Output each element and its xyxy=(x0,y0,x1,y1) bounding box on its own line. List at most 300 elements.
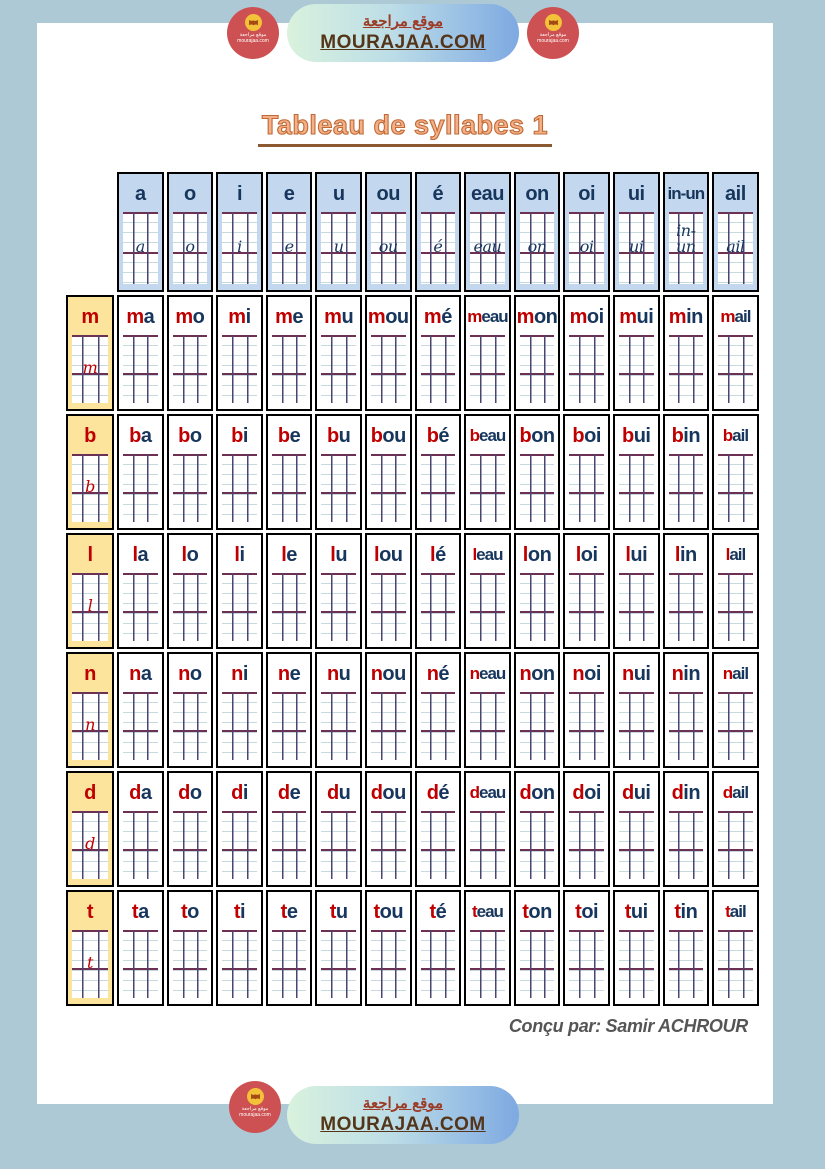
site-arabic-label: موقع مراجعة xyxy=(362,1095,444,1112)
writing-lines xyxy=(272,454,307,522)
syllable-label: bé xyxy=(426,425,450,447)
syllable-cell xyxy=(216,771,263,887)
syllable-label: mon xyxy=(516,306,558,328)
writing-lines xyxy=(669,930,704,998)
syllable-cell xyxy=(415,533,462,649)
syllable-label: be xyxy=(277,425,301,447)
cursive-letter: m xyxy=(82,357,98,377)
writing-lines xyxy=(371,454,406,522)
print-letter: ou xyxy=(376,183,400,205)
print-letter: m xyxy=(81,306,99,328)
column-header-cell xyxy=(514,172,561,292)
writing-lines xyxy=(718,573,753,641)
cursive-letter: o xyxy=(185,237,195,257)
syllable-cell xyxy=(464,890,511,1006)
column-header-cell xyxy=(216,172,263,292)
syllable-label: lin xyxy=(674,544,697,566)
writing-lines xyxy=(173,930,208,998)
syllable-label: do xyxy=(178,782,202,804)
writing-lines xyxy=(421,212,456,284)
syllable-label: ti xyxy=(233,901,246,923)
writing-lines xyxy=(272,692,307,760)
writing-lines xyxy=(222,573,257,641)
writing-lines xyxy=(470,811,505,879)
cursive-letter: d xyxy=(85,833,95,853)
column-header-cell xyxy=(613,172,660,292)
writing-lines xyxy=(321,573,356,641)
syllable-cell xyxy=(266,652,313,768)
writing-lines xyxy=(669,692,704,760)
print-letter: eau xyxy=(470,183,504,205)
syllable-label: teau xyxy=(471,902,503,921)
syllable-cell xyxy=(712,890,759,1006)
writing-lines xyxy=(718,454,753,522)
syllable-label: nin xyxy=(671,663,701,685)
syllable-cell xyxy=(117,890,164,1006)
syllable-cell xyxy=(415,771,462,887)
writing-lines xyxy=(421,811,456,879)
syllable-cell xyxy=(415,414,462,530)
writing-lines xyxy=(272,573,307,641)
column-header-cell xyxy=(712,172,759,292)
syllable-label: tu xyxy=(329,901,348,923)
syllable-label: tou xyxy=(373,901,404,923)
writing-lines xyxy=(222,930,257,998)
syllable-label: té xyxy=(429,901,447,923)
syllable-label: beau xyxy=(469,426,506,445)
writing-lines xyxy=(520,573,555,641)
syllable-cell xyxy=(315,771,362,887)
syllable-label: din xyxy=(671,782,701,804)
syllable-cell xyxy=(563,414,610,530)
writing-lines xyxy=(72,573,108,641)
writing-lines xyxy=(470,692,505,760)
page-title: Tableau de syllabes 1 xyxy=(258,110,552,147)
syllable-cell xyxy=(315,533,362,649)
syllable-label: bon xyxy=(519,425,555,447)
cursive-letter: a xyxy=(135,237,145,257)
writing-lines xyxy=(123,573,158,641)
syllable-cell xyxy=(365,533,412,649)
syllable-label: no xyxy=(178,663,202,685)
writing-lines xyxy=(520,212,555,284)
mourajaa-badge xyxy=(527,7,579,59)
table-corner xyxy=(66,172,114,292)
print-letter: on xyxy=(525,183,549,205)
syllable-label: leau xyxy=(472,545,503,564)
syllable-label: dail xyxy=(722,783,749,802)
column-header-cell xyxy=(365,172,412,292)
syllable-label: bo xyxy=(178,425,202,447)
writing-lines xyxy=(72,335,108,403)
cursive-letter: é xyxy=(433,237,443,257)
syllable-cell xyxy=(514,295,561,411)
print-letter: e xyxy=(283,183,295,205)
cursive-letter: i xyxy=(237,237,242,257)
top-banner xyxy=(287,4,519,62)
syllable-cell xyxy=(266,771,313,887)
writing-lines xyxy=(569,811,604,879)
syllable-label: lé xyxy=(430,544,446,566)
print-letter: b xyxy=(84,425,96,447)
syllable-cell xyxy=(167,414,214,530)
writing-lines xyxy=(123,335,158,403)
syllable-label: tui xyxy=(624,901,648,923)
writing-lines xyxy=(173,692,208,760)
writing-lines xyxy=(371,573,406,641)
syllable-label: meau xyxy=(467,307,508,326)
syllable-label: toi xyxy=(575,901,599,923)
syllable-cell xyxy=(514,533,561,649)
syllable-cell xyxy=(464,771,511,887)
syllable-cell xyxy=(563,533,610,649)
syllable-cell xyxy=(613,771,660,887)
writing-lines xyxy=(569,212,604,284)
writing-lines xyxy=(321,454,356,522)
writing-lines xyxy=(520,454,555,522)
syllable-label: deau xyxy=(469,783,506,802)
writing-lines xyxy=(718,335,753,403)
syllable-label: dou xyxy=(370,782,406,804)
writing-lines xyxy=(72,811,108,879)
writing-lines xyxy=(173,573,208,641)
row-header-cell xyxy=(66,771,114,887)
writing-lines xyxy=(321,335,356,403)
syllable-label: nu xyxy=(326,663,351,685)
syllable-cell xyxy=(117,771,164,887)
cursive-letter: u xyxy=(333,237,344,257)
print-letter: d xyxy=(84,782,96,804)
syllable-label: me xyxy=(275,306,304,328)
syllable-cell xyxy=(315,295,362,411)
writing-lines xyxy=(569,930,604,998)
syllable-label: ni xyxy=(231,663,248,685)
syllable-cell xyxy=(266,414,313,530)
writing-lines xyxy=(222,811,257,879)
cursive-letter: ou xyxy=(378,237,398,257)
writing-lines xyxy=(421,454,456,522)
writing-lines xyxy=(421,335,456,403)
syllable-label: mu xyxy=(324,306,354,328)
syllable-cell xyxy=(663,533,710,649)
syllable-cell xyxy=(663,890,710,1006)
syllable-cell xyxy=(712,771,759,887)
writing-lines xyxy=(520,692,555,760)
syllable-cell xyxy=(613,533,660,649)
writing-lines xyxy=(272,212,307,284)
writing-lines xyxy=(669,573,704,641)
writing-lines xyxy=(669,335,704,403)
writing-lines xyxy=(123,212,158,284)
syllable-cell xyxy=(663,771,710,887)
writing-lines xyxy=(173,811,208,879)
syllable-label: moi xyxy=(569,306,604,328)
cursive-letter: in-un xyxy=(676,221,696,257)
writing-lines xyxy=(123,454,158,522)
syllable-label: lou xyxy=(374,544,403,566)
syllable-label: mail xyxy=(720,307,751,326)
syllable-label: nail xyxy=(722,664,749,683)
syllable-label: nui xyxy=(621,663,651,685)
syllable-cell xyxy=(117,295,164,411)
syllable-cell xyxy=(415,890,462,1006)
syllable-label: da xyxy=(129,782,152,804)
writing-lines xyxy=(619,692,654,760)
writing-lines xyxy=(173,454,208,522)
syllable-label: lui xyxy=(625,544,648,566)
syllable-cell xyxy=(613,652,660,768)
syllable-label: bu xyxy=(326,425,351,447)
badge-site-label: mourajaa.com xyxy=(239,1112,271,1118)
syllable-cell xyxy=(167,533,214,649)
syllable-cell xyxy=(464,652,511,768)
writing-lines xyxy=(371,692,406,760)
column-header-cell xyxy=(563,172,610,292)
print-letter: o xyxy=(184,183,196,205)
syllable-label: mo xyxy=(175,306,205,328)
writing-lines xyxy=(321,930,356,998)
writing-lines xyxy=(371,930,406,998)
column-header-cell xyxy=(415,172,462,292)
syllable-label: boi xyxy=(572,425,601,447)
badge-arabic-label: موقع مراجعة xyxy=(241,1106,269,1112)
writing-lines xyxy=(619,811,654,879)
writing-lines xyxy=(123,811,158,879)
writing-lines xyxy=(470,573,505,641)
syllable-label: lon xyxy=(522,544,552,566)
writing-lines xyxy=(619,573,654,641)
syllable-label: don xyxy=(519,782,555,804)
syllable-cell xyxy=(464,414,511,530)
mourajaa-badge xyxy=(227,7,279,59)
syllable-cell xyxy=(117,652,164,768)
cursive-letter: e xyxy=(284,237,294,257)
syllable-label: dui xyxy=(621,782,651,804)
print-letter: é xyxy=(432,183,444,205)
writing-lines xyxy=(470,335,505,403)
writing-lines xyxy=(72,454,108,522)
cursive-letter: b xyxy=(85,476,95,496)
writing-lines xyxy=(371,335,406,403)
writing-lines xyxy=(421,573,456,641)
syllable-cell xyxy=(464,295,511,411)
writing-lines xyxy=(173,335,208,403)
print-letter: oi xyxy=(578,183,596,205)
syllable-cell xyxy=(167,890,214,1006)
syllable-cell xyxy=(365,295,412,411)
site-domain-label: MOURAJAA.COM xyxy=(320,32,486,53)
syllable-cell xyxy=(216,533,263,649)
syllable-cell xyxy=(613,890,660,1006)
writing-lines xyxy=(173,212,208,284)
column-header-cell xyxy=(167,172,214,292)
writing-lines xyxy=(569,335,604,403)
syllable-label: bail xyxy=(722,426,749,445)
writing-lines xyxy=(669,212,704,284)
syllable-label: neau xyxy=(469,664,506,683)
syllable-cell xyxy=(167,771,214,887)
syllable-table xyxy=(66,172,759,1006)
badge-site-label: mourajaa.com xyxy=(537,38,569,44)
syllable-label: tail xyxy=(725,902,746,921)
column-header-cell xyxy=(266,172,313,292)
syllable-cell xyxy=(365,414,412,530)
syllable-cell xyxy=(514,414,561,530)
syllable-cell xyxy=(117,533,164,649)
syllable-label: te xyxy=(280,901,298,923)
writing-lines xyxy=(371,212,406,284)
column-header-cell xyxy=(315,172,362,292)
syllable-label: mou xyxy=(367,306,409,328)
syllable-label: lail xyxy=(725,545,746,564)
row-header-cell xyxy=(66,414,114,530)
badge-arabic-label: موقع مراجعة xyxy=(539,32,567,38)
syllable-label: tin xyxy=(674,901,698,923)
syllable-cell xyxy=(712,295,759,411)
syllable-label: de xyxy=(277,782,301,804)
syllable-cell xyxy=(315,652,362,768)
syllable-cell xyxy=(563,652,610,768)
cursive-letter: oi xyxy=(579,237,594,257)
writing-lines xyxy=(371,811,406,879)
writing-lines xyxy=(72,692,108,760)
syllable-cell xyxy=(563,295,610,411)
syllable-label: noi xyxy=(572,663,601,685)
print-letter: a xyxy=(134,183,146,205)
syllable-label: mé xyxy=(423,306,452,328)
syllable-cell xyxy=(563,771,610,887)
writing-lines xyxy=(321,811,356,879)
writing-lines xyxy=(222,692,257,760)
print-letter: t xyxy=(86,901,94,923)
writing-lines xyxy=(470,930,505,998)
writing-lines xyxy=(669,811,704,879)
print-letter: in-un xyxy=(667,184,705,203)
syllable-label: bi xyxy=(231,425,248,447)
column-header-cell xyxy=(117,172,164,292)
syllable-label: na xyxy=(129,663,152,685)
syllable-label: to xyxy=(180,901,199,923)
site-arabic-label: موقع مراجعة xyxy=(362,13,444,30)
syllable-label: bui xyxy=(621,425,651,447)
writing-lines xyxy=(272,930,307,998)
writing-lines xyxy=(470,212,505,284)
row-header-cell xyxy=(66,890,114,1006)
syllable-label: dé xyxy=(426,782,450,804)
writing-lines xyxy=(421,930,456,998)
writing-lines xyxy=(569,454,604,522)
syllable-cell xyxy=(415,652,462,768)
writing-lines xyxy=(321,692,356,760)
print-letter: l xyxy=(87,544,93,566)
syllable-cell xyxy=(712,652,759,768)
syllable-cell xyxy=(514,890,561,1006)
syllable-cell xyxy=(663,295,710,411)
badge-arabic-label: موقع مراجعة xyxy=(239,32,267,38)
row-header-cell xyxy=(66,533,114,649)
writing-lines xyxy=(718,692,753,760)
print-letter: ui xyxy=(627,183,645,205)
writing-lines xyxy=(272,335,307,403)
syllable-cell xyxy=(663,652,710,768)
syllable-label: bou xyxy=(370,425,406,447)
cursive-letter: ail xyxy=(726,237,745,257)
column-header-cell xyxy=(663,172,710,292)
syllable-label: ne xyxy=(277,663,301,685)
badge-site-label: mourajaa.com xyxy=(237,38,269,44)
syllable-cell xyxy=(365,652,412,768)
writing-lines xyxy=(669,454,704,522)
syllable-label: min xyxy=(668,306,703,328)
syllable-cell xyxy=(415,295,462,411)
mourajaa-badge xyxy=(229,1081,281,1133)
syllable-label: lo xyxy=(181,544,199,566)
print-letter: ail xyxy=(725,183,746,205)
syllable-cell xyxy=(216,295,263,411)
cursive-letter: eau xyxy=(473,237,502,257)
syllable-label: la xyxy=(132,544,149,566)
writing-lines xyxy=(619,335,654,403)
syllable-label: di xyxy=(231,782,248,804)
site-domain-label: MOURAJAA.COM xyxy=(320,1114,486,1135)
writing-lines xyxy=(619,930,654,998)
cursive-letter: n xyxy=(85,714,95,734)
syllable-cell xyxy=(464,533,511,649)
syllable-cell xyxy=(266,295,313,411)
cursive-letter: ui xyxy=(629,237,644,257)
writing-lines xyxy=(272,811,307,879)
syllable-cell xyxy=(514,771,561,887)
syllable-cell xyxy=(167,295,214,411)
writing-lines xyxy=(718,212,753,284)
syllable-label: ton xyxy=(522,901,552,923)
writing-lines xyxy=(619,454,654,522)
syllable-label: bin xyxy=(671,425,701,447)
syllable-cell xyxy=(514,652,561,768)
credit-line: Conçu par: Samir ACHROUR xyxy=(508,1016,748,1036)
writing-lines xyxy=(718,930,753,998)
writing-lines xyxy=(123,930,158,998)
book-icon xyxy=(245,14,262,31)
print-letter: i xyxy=(236,183,243,205)
writing-lines xyxy=(72,930,108,998)
syllable-label: li xyxy=(234,544,245,566)
print-letter: n xyxy=(84,663,96,685)
syllable-label: ba xyxy=(129,425,152,447)
print-letter: u xyxy=(332,183,345,205)
syllable-cell xyxy=(563,890,610,1006)
cursive-letter: t xyxy=(87,952,93,972)
writing-lines xyxy=(619,212,654,284)
syllable-cell xyxy=(266,890,313,1006)
syllable-cell xyxy=(315,414,362,530)
syllable-label: lu xyxy=(330,544,348,566)
syllable-label: non xyxy=(519,663,555,685)
syllable-label: le xyxy=(281,544,297,566)
syllable-cell xyxy=(216,652,263,768)
syllable-cell xyxy=(712,533,759,649)
cursive-letter: on xyxy=(527,237,547,257)
syllable-cell xyxy=(167,652,214,768)
row-header-cell xyxy=(66,295,114,411)
syllable-cell xyxy=(663,414,710,530)
writing-lines xyxy=(569,573,604,641)
syllable-cell xyxy=(365,771,412,887)
syllable-label: du xyxy=(326,782,351,804)
syllable-cell xyxy=(365,890,412,1006)
syllable-label: nou xyxy=(370,663,406,685)
syllable-cell xyxy=(712,414,759,530)
